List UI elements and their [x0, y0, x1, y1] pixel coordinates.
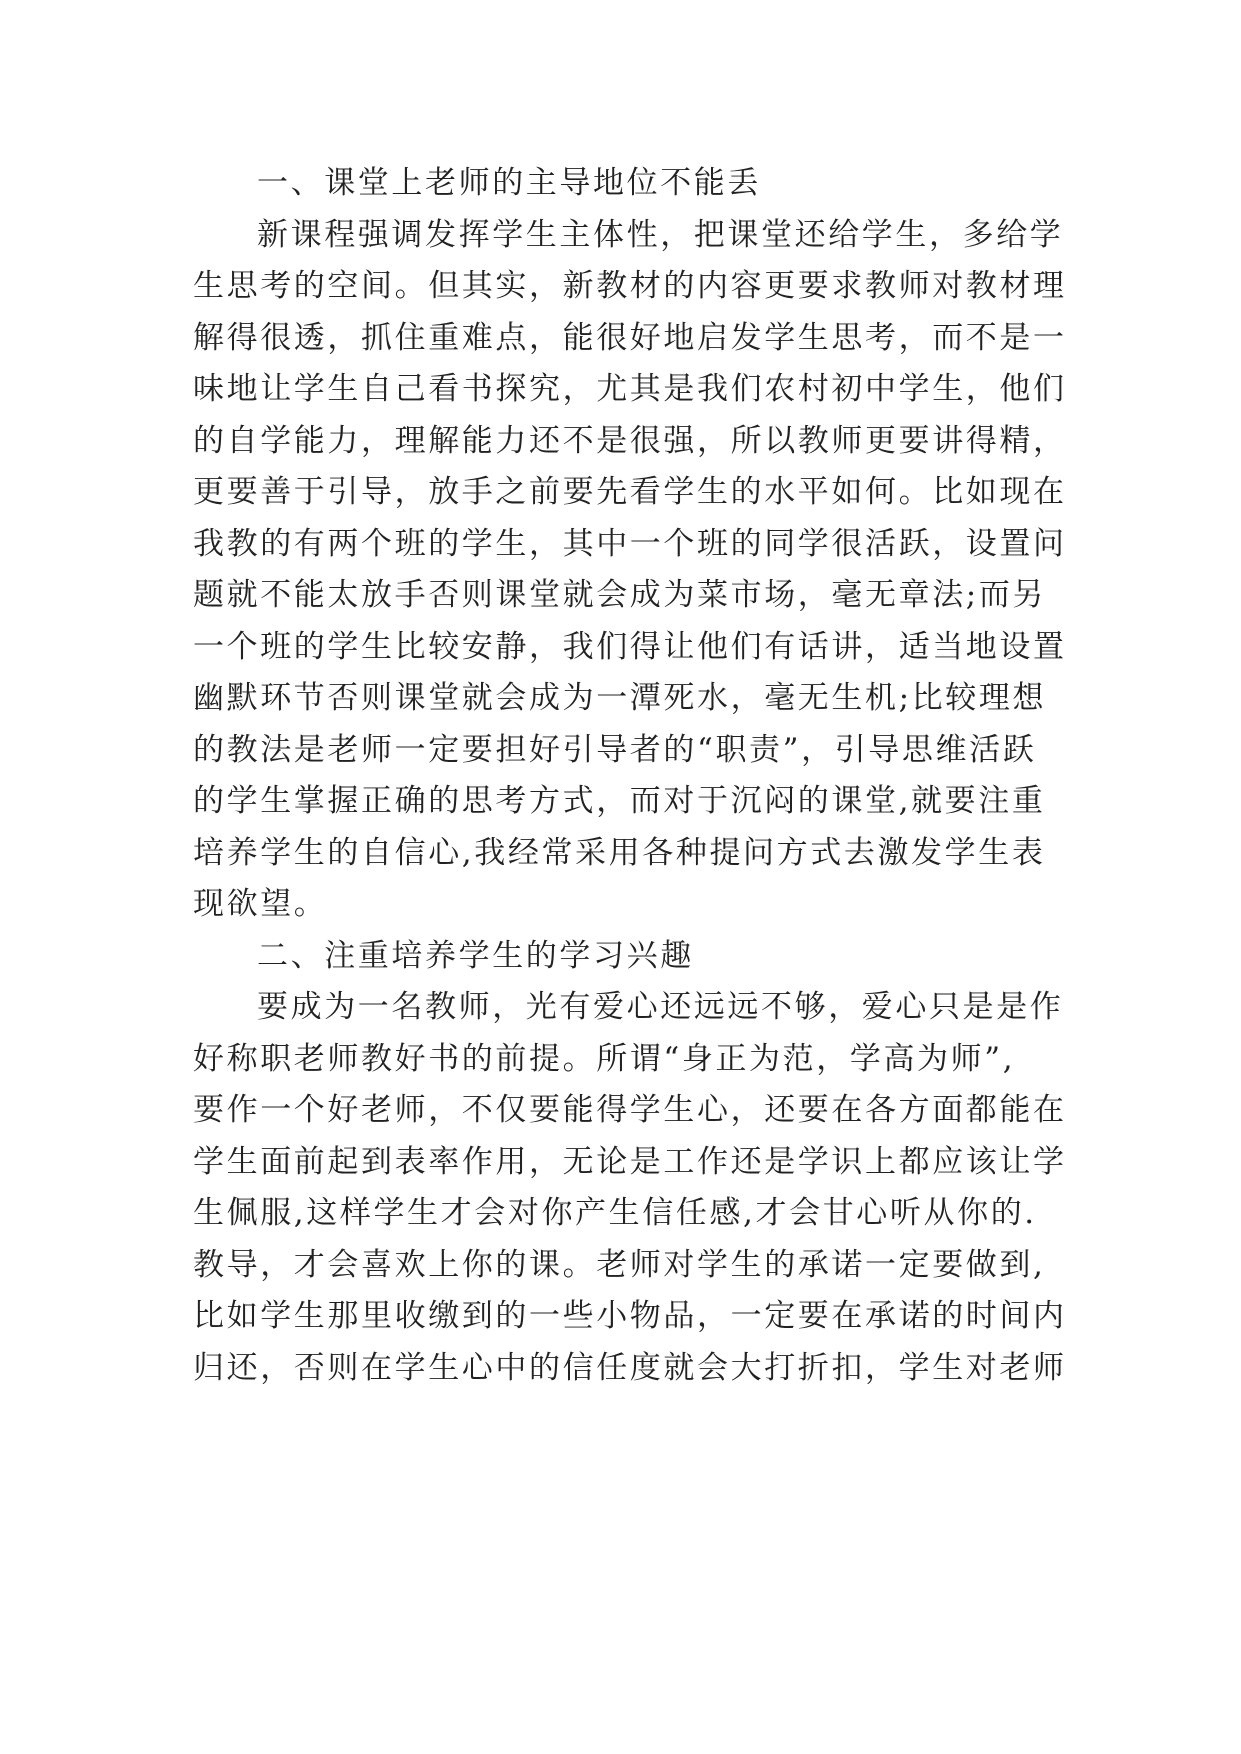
paragraph-line: 比如学生那里收缴到的一些小物品，一定要在承诺的时间内: [193, 1298, 1067, 1334]
section-heading-1: 一、课堂上老师的主导地位不能丢: [257, 165, 761, 201]
paragraph-line: 要成为一名教师，光有爱心还远远不够，爱心只是是作: [257, 989, 1064, 1025]
paragraph-line: 解得很透，抓住重难点，能很好地启发学生思考，而不是一: [193, 319, 1067, 356]
paragraph-line: 的自学能力，理解能力还不是很强，所以教师更要讲得精，: [193, 422, 1067, 459]
paragraph-line: 题就不能太放手否则课堂就会成为菜市场，毫无章法;而另: [193, 577, 1047, 613]
paragraph-line: 教导，才会喜欢上你的课。老师对学生的承诺一定要做到,: [193, 1246, 1046, 1283]
paragraph-line: 学生面前起到表率作用，无论是工作还是学识上都应该让学: [193, 1143, 1067, 1180]
paragraph-line: 我教的有两个班的学生，其中一个班的同学很活跃，设置问: [193, 525, 1067, 562]
paragraph-line: 的教法是老师一定要担好引导者的“职责”，引导思维活跃: [193, 731, 1037, 768]
paragraph-line: 归还，否则在学生心中的信任度就会大打折扣，学生对老师: [193, 1349, 1067, 1386]
paragraph-line: 现欲望。: [193, 886, 328, 922]
paragraph-line: 更要善于引导，放手之前要先看学生的水平如何。比如现在: [193, 474, 1067, 510]
section-heading-2: 二、注重培养学生的学习兴趣: [257, 937, 694, 974]
paragraph-line: 好称职老师教好书的前提。所谓“身正为范，学高为师”,: [193, 1040, 1016, 1077]
paragraph-line: 培养学生的自信心,我经常采用各种提问方式去激发学生表: [193, 834, 1046, 871]
paragraph-line: 幽默环节否则课堂就会成为一潭死水，毫无生机;比较理想: [193, 680, 1047, 716]
paragraph-line: 生思考的空间。但其实，新教材的内容更要求教师对教材理: [193, 268, 1067, 304]
document-body: [193, 158, 1067, 1394]
paragraph-line: 一个班的学生比较安静，我们得让他们有话讲，适当地设置: [193, 628, 1067, 665]
paragraph-line: 新课程强调发挥学生主体性，把课堂还给学生，多给学: [257, 216, 1064, 253]
paragraph-line: 要作一个好老师，不仅要能得学生心，还要在各方面都能在: [193, 1092, 1067, 1128]
paragraph-line: 的学生掌握正确的思考方式，而对于沉闷的课堂,就要注重: [193, 783, 1046, 819]
paragraph-line: 味地让学生自己看书探究，尤其是我们农村初中学生，他们: [193, 371, 1067, 407]
paragraph-line: 生佩服,这样学生才会对你产生信任感,才会甘心听从你的.: [193, 1195, 1037, 1231]
